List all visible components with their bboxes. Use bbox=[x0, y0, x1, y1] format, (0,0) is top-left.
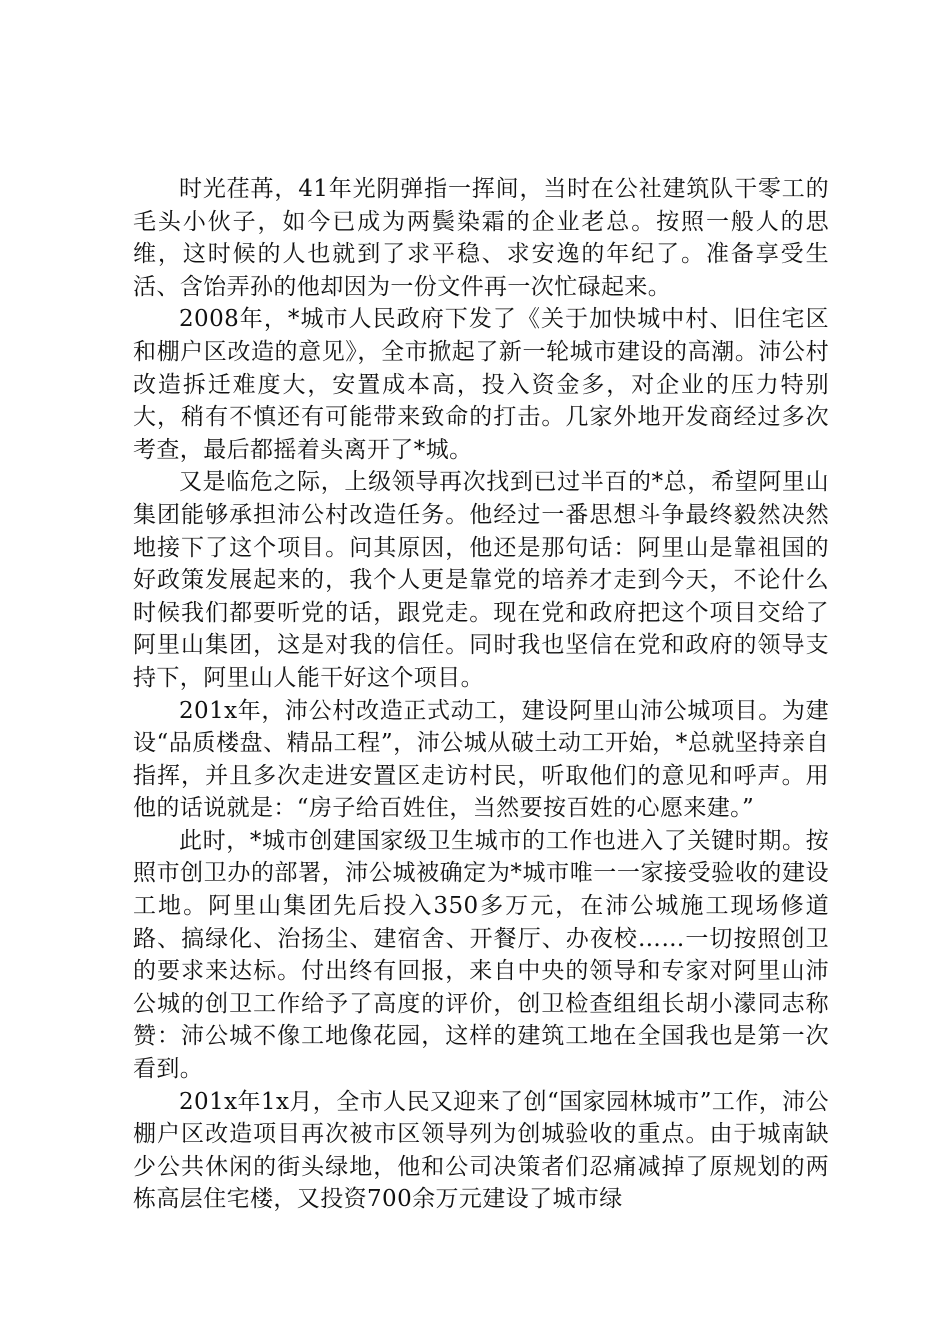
paragraph-4: 201x年，沛公村改造正式动工，建设阿里山沛公城项目。为建设“品质楼盘、精品工程”，沛公城从破土动工开始，*总就坚持亲自指挥，并且多次走进安置区走访村民，听取他们的意见和呼声。用他的话说就是：“房子给百姓住，当然要按百姓的心愿来建。” bbox=[133, 697, 829, 822]
paragraph-1: 时光荏苒，41年光阴弹指一挥间，当时在公社建筑队干零工的毛头小伙子，如今已成为两鬓染霜的企业老总。按照一般人的思维，这时候的人也就到了求平稳、求安逸的年纪了。准备享受生活、含饴弄孙的他却因为一份文件再一次忙碌起来。 bbox=[133, 176, 829, 300]
paragraph-2: 2008年，*城市人民政府下发了《关于加快城中村、旧住宅区和棚户区改造的意见》，全市掀起了新一轮城市建设的高潮。沛公村改造拆迁难度大，安置成本高，投入资金多，对企业的压力特别大，稍有不慎还有可能带来致命的打击。几家外地开发商经过多次考查，最后都摇着头离开了*城。 bbox=[133, 306, 829, 463]
document-body bbox=[133, 173, 829, 1216]
paragraph-3: 又是临危之际，上级领导再次找到已过半百的*总，希望阿里山集团能够承担沛公村改造任务。他经过一番思想斗争最终毅然决然地接下了这个项目。问其原因，他还是那句话：阿里山是靠祖国的好政策发展起来的，我个人更是靠党的培养才走到今天，不论什么时候我们都要听党的话，跟党走。现在党和政府把这个项目交给了阿里山集团，这是对我的信任。同时我也坚信在党和政府的领导支持下，阿里山人能干好这个项目。 bbox=[133, 469, 829, 691]
paragraph-6: 201x年1x月，全市人民又迎来了创“国家园林城市”工作，沛公棚户区改造项目再次被市区领导列为创城验收的重点。由于城南缺少公共休闲的街头绿地，他和公司决策者们忍痛减掉了原规划的两栋高层住宅楼，又投资700余万元建设了城市绿 bbox=[133, 1088, 829, 1213]
paragraph-5: 此时，*城市创建国家级卫生城市的工作也进入了关键时期。按照市创卫办的部署，沛公城被确定为*城市唯一一家接受验收的建设工地。阿里山集团先后投入350多万元，在沛公城施工现场修道路、搞绿化、治扬尘、建宿舍、开餐厅、办夜校……一切按照创卫的要求来达标。付出终有回报，来自中央的领导和专家对阿里山沛公城的创卫工作给予了高度的评价，创卫检查组组长胡小濛同志称赞：沛公城不像工地像花园，这样的建筑工地在全国我也是第一次看到。 bbox=[133, 827, 829, 1083]
